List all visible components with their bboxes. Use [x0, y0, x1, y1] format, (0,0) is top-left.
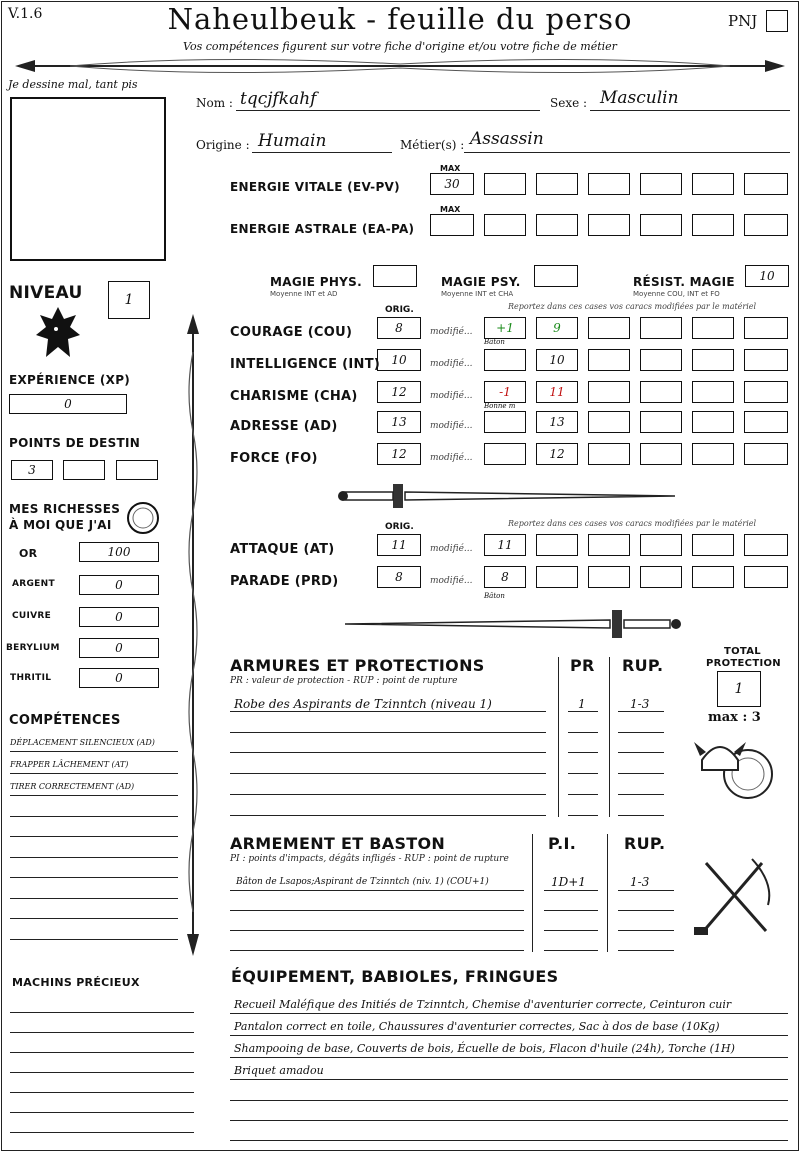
stat-mod-box[interactable]	[484, 443, 526, 465]
combat-box[interactable]	[744, 566, 788, 588]
nom-value[interactable]: tqcjfkahf	[240, 89, 317, 109]
weapons-icon	[692, 853, 776, 943]
thritil-box[interactable]: 0	[79, 668, 159, 688]
combat-modif-label: modifié...	[430, 544, 473, 554]
stat-modif-label: modifié...	[430, 421, 473, 431]
weapons-title: ARMEMENT ET BASTON	[230, 834, 446, 853]
combat-box[interactable]	[640, 534, 682, 556]
magie-psy-label: MAGIE PSY.	[441, 275, 521, 289]
stat-mod-box[interactable]: -1	[484, 381, 526, 403]
spear-divider	[183, 312, 203, 976]
stat-mod-box[interactable]	[484, 411, 526, 433]
stat-mod-box[interactable]: +1	[484, 317, 526, 339]
coin-icon	[126, 501, 160, 535]
stat-orig-box[interactable]: 12	[377, 443, 421, 465]
combat-box[interactable]	[744, 534, 788, 556]
stat-final-box[interactable]: 9	[536, 317, 578, 339]
origine-value[interactable]: Humain	[258, 131, 327, 151]
stat-box[interactable]	[640, 411, 682, 433]
stat-box[interactable]	[588, 349, 630, 371]
equipment-line[interactable]: Pantalon correct en toile, Chaussures d'aventurier correctes, Sac à dos de base (10Kg)	[234, 1020, 720, 1033]
magie-psy-sub: Moyenne INT et CHA	[441, 290, 514, 298]
ev-box[interactable]	[484, 173, 526, 195]
stat-box[interactable]	[692, 443, 734, 465]
combat-box[interactable]	[536, 566, 578, 588]
combat-box[interactable]	[588, 534, 630, 556]
thritil-label: THRITIL	[10, 673, 52, 683]
stat-name: INTELLIGENCE (INT)	[230, 357, 381, 372]
ev-max-label: MAX	[440, 164, 461, 173]
resist-magie-sub: Moyenne COU, INT et FO	[633, 290, 720, 298]
combat-orig-box[interactable]: 8	[377, 566, 421, 588]
ea-box[interactable]	[484, 214, 526, 236]
destin-box[interactable]	[63, 460, 105, 480]
stat-final-box[interactable]: 13	[536, 411, 578, 433]
stat-box[interactable]	[744, 381, 788, 403]
weapon-row-name[interactable]: Bâton de Lsapos;Aspirant de Tzinntch (niv. 1) (COU+1)	[236, 877, 489, 887]
equipment-line[interactable]: Briquet amadou	[234, 1064, 324, 1077]
stat-name: FORCE (FO)	[230, 451, 318, 466]
magie-phys-box[interactable]	[373, 265, 417, 287]
stats-orig-label: ORIG.	[385, 305, 414, 315]
ev-box[interactable]	[536, 173, 578, 195]
stat-box[interactable]	[744, 411, 788, 433]
weapon-row-rup[interactable]: 1-3	[630, 875, 650, 889]
combat-hint: Reportez dans ces cases vos caracs modifiées par le matériel	[508, 519, 757, 528]
berylium-label: BERYLIUM	[6, 643, 60, 653]
stat-box[interactable]	[744, 317, 788, 339]
stat-name: CHARISME (CHA)	[230, 389, 358, 404]
weapons-pi-label: P.I.	[548, 834, 577, 853]
ev-label: ENERGIE VITALE (EV-PV)	[230, 180, 400, 194]
pnj-label: PNJ	[728, 12, 758, 30]
stat-box[interactable]	[640, 349, 682, 371]
ea-box[interactable]	[692, 214, 734, 236]
or-label: OR	[19, 547, 38, 560]
helmet-shield-icon	[692, 724, 774, 810]
total-protection-box[interactable]: 1	[717, 671, 761, 707]
stat-orig-box[interactable]: 8	[377, 317, 421, 339]
combat-name: PARADE (PRD)	[230, 574, 339, 589]
combat-box[interactable]	[692, 566, 734, 588]
armor-row-pr[interactable]: 1	[578, 697, 586, 711]
stat-final-box[interactable]: 10	[536, 349, 578, 371]
combat-modif-label: modifié...	[430, 576, 473, 586]
pnj-checkbox[interactable]	[766, 10, 788, 32]
origine-label: Origine :	[196, 138, 250, 152]
stat-modif-label: modifié...	[430, 453, 473, 463]
berylium-box[interactable]: 0	[79, 638, 159, 658]
combat-box[interactable]	[588, 566, 630, 588]
ea-max-box[interactable]	[430, 214, 474, 236]
competence-item[interactable]: FRAPPER LÂCHEMENT (AT)	[10, 760, 129, 769]
metier-value[interactable]: Assassin	[470, 129, 544, 149]
weapons-subtitle: PI : points d'impacts, dégâts infligés - RUP : point de rupture	[230, 854, 509, 864]
combat-orig-box[interactable]: 11	[377, 534, 421, 556]
stats-hint: Reportez dans ces cases vos caracs modifiées par le matériel	[508, 302, 757, 311]
magie-phys-sub: Moyenne INT et AD	[270, 290, 338, 298]
magie-psy-box[interactable]	[534, 265, 578, 287]
or-box[interactable]: 100	[79, 542, 159, 562]
stat-modif-label: modifié...	[430, 391, 473, 401]
niveau-label: NIVEAU	[9, 283, 83, 303]
ea-max-label: MAX	[440, 205, 461, 214]
competences-title: COMPÉTENCES	[9, 713, 121, 728]
total-protection-label-2: PROTECTION	[706, 658, 781, 669]
stat-box[interactable]	[640, 443, 682, 465]
ea-label: ENERGIE ASTRALE (EA-PA)	[230, 222, 415, 236]
destin-box[interactable]: 3	[11, 460, 53, 480]
stat-box[interactable]	[588, 411, 630, 433]
magie-phys-label: MAGIE PHYS.	[270, 275, 362, 289]
sword-icon	[335, 478, 685, 514]
stat-box[interactable]	[588, 381, 630, 403]
combat-box[interactable]	[640, 566, 682, 588]
stat-modif-label: modifié...	[430, 359, 473, 369]
combat-name: ATTAQUE (AT)	[230, 542, 335, 557]
cuivre-box[interactable]: 0	[79, 607, 159, 627]
stat-box[interactable]	[692, 411, 734, 433]
resist-magie-box[interactable]: 10	[745, 265, 789, 287]
max-protection: max : 3	[708, 710, 761, 725]
ev-box[interactable]	[744, 173, 788, 195]
combat-final-box[interactable]: 8	[484, 566, 526, 588]
armor-rup-label: RUP.	[622, 656, 664, 675]
page-title: Naheulbeuk - feuille du perso	[167, 2, 633, 36]
combat-orig-label: ORIG.	[385, 522, 414, 532]
stat-name: ADRESSE (AD)	[230, 419, 338, 434]
resist-magie-label: RÉSIST. MAGIE	[633, 275, 735, 289]
ea-box[interactable]	[744, 214, 788, 236]
page-subtitle: Vos compétences figurent sur votre fiche d'origine et/ou votre fiche de métier	[183, 40, 617, 53]
header-spear-ornament	[10, 54, 790, 78]
ea-box[interactable]	[536, 214, 578, 236]
stat-name: COURAGE (COU)	[230, 325, 353, 340]
version-label: V.1.6	[8, 6, 43, 22]
richesses-label-1: MES RICHESSES	[9, 502, 121, 516]
armor-pr-label: PR	[570, 656, 595, 675]
destin-label: POINTS DE DESTIN	[9, 436, 141, 450]
stat-box[interactable]	[692, 349, 734, 371]
sexe-label: Sexe :	[550, 96, 588, 110]
combat-final-box[interactable]: 11	[484, 534, 526, 556]
armor-subtitle: PR : valeur de protection - RUP : point de rupture	[230, 676, 458, 686]
stat-final-box[interactable]: 11	[536, 381, 578, 403]
portrait-box[interactable]	[10, 97, 166, 261]
argent-label: ARGENT	[12, 579, 55, 589]
armor-title: ARMURES ET PROTECTIONS	[230, 656, 485, 675]
niveau-box[interactable]: 1	[108, 281, 150, 319]
stat-final-box[interactable]: 12	[536, 443, 578, 465]
stat-mod-note: Bonne m	[484, 402, 516, 410]
stat-modif-label: modifié...	[430, 327, 473, 337]
stat-orig-box[interactable]: 10	[377, 349, 421, 371]
stat-box[interactable]	[692, 317, 734, 339]
argent-box[interactable]: 0	[79, 575, 159, 595]
sexe-value[interactable]: Masculin	[600, 88, 679, 108]
ev-box[interactable]	[588, 173, 630, 195]
weapon-row-pi[interactable]: 1D+1	[551, 875, 586, 889]
stat-box[interactable]	[588, 443, 630, 465]
ev-box[interactable]	[640, 173, 682, 195]
competence-item[interactable]: TIRER CORRECTEMENT (AD)	[10, 782, 135, 791]
total-protection-label-1: TOTAL	[724, 646, 761, 657]
cuivre-label: CUIVRE	[12, 611, 52, 621]
armor-row-rup[interactable]: 1-3	[630, 697, 650, 711]
competence-item[interactable]: DÉPLACEMENT SILENCIEUX (AD)	[10, 738, 155, 747]
stat-mod-box[interactable]	[484, 349, 526, 371]
richesses-label-2: À MOI QUE J'AI	[9, 518, 112, 532]
ea-box[interactable]	[640, 214, 682, 236]
xp-label: EXPÉRIENCE (XP)	[9, 373, 131, 387]
stat-orig-box[interactable]: 13	[377, 411, 421, 433]
armor-row-name[interactable]: Robe des Aspirants de Tzinntch (niveau 1)	[234, 697, 492, 711]
combat-box[interactable]	[536, 534, 578, 556]
portrait-caption: Je dessine mal, tant pis	[8, 78, 138, 91]
metier-label: Métier(s) :	[400, 138, 465, 152]
stat-box[interactable]	[692, 381, 734, 403]
sword-icon	[340, 606, 685, 642]
dragon-icon	[34, 303, 82, 363]
weapons-rup-label: RUP.	[624, 834, 666, 853]
nom-label: Nom :	[196, 96, 233, 110]
xp-box[interactable]: 0	[9, 394, 127, 414]
equipment-title: ÉQUIPEMENT, BABIOLES, FRINGUES	[231, 967, 559, 986]
stat-box[interactable]	[588, 317, 630, 339]
equipment-line[interactable]: Shampooing de base, Couverts de bois, Écuelle de bois, Flacon d'huile (24h), Torche (1H)	[234, 1042, 735, 1055]
equipment-line[interactable]: Recueil Maléfique des Initiés de Tzinntch, Chemise d'aventurier correcte, Ceinturon cuir	[234, 998, 732, 1011]
stat-orig-box[interactable]: 12	[377, 381, 421, 403]
ea-box[interactable]	[588, 214, 630, 236]
stat-box[interactable]	[744, 443, 788, 465]
machins-precieux-title: MACHINS PRÉCIEUX	[12, 976, 140, 989]
combat-box[interactable]	[692, 534, 734, 556]
ev-box[interactable]	[692, 173, 734, 195]
stat-box[interactable]	[744, 349, 788, 371]
stat-box[interactable]	[640, 381, 682, 403]
destin-box[interactable]	[116, 460, 158, 480]
stat-mod-note: Bâton	[484, 338, 505, 346]
combat-note: Bâton	[484, 592, 505, 600]
ev-max-box[interactable]: 30	[430, 173, 474, 195]
stat-box[interactable]	[640, 317, 682, 339]
